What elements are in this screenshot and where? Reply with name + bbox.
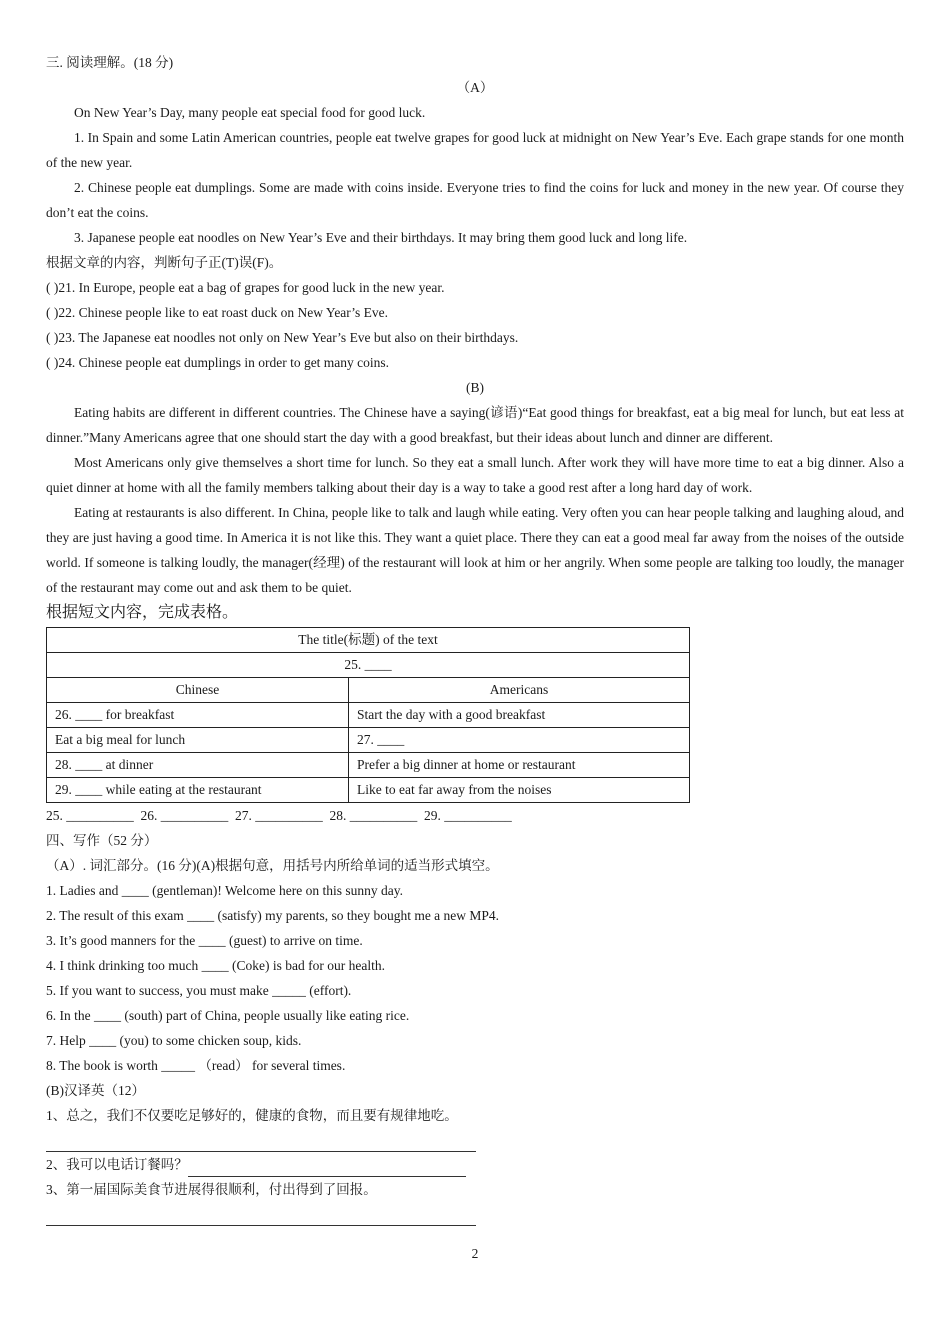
- translation-heading: (B)汉译英（12）: [46, 1083, 145, 1098]
- vocab-item: 5. If you want to success, you must make _____ (effort).: [46, 983, 352, 998]
- vocab-item: 2. The result of this exam ____ (satisfy) my parents, so they bought me a new MP4.: [46, 908, 500, 923]
- tf-question: ( )21. In Europe, people eat a bag of grapes for good luck in the new year.: [46, 280, 445, 295]
- passage-a-paragraph: 3. Japanese people eat noodles on New Year’s Eve and their birthdays. It may bring them good luck and long life.: [74, 230, 688, 245]
- table-row: [47, 728, 690, 753]
- answer-blank-line: [46, 1202, 476, 1226]
- passage-a-paragraph: On New Year’s Day, many people eat special food for good luck.: [74, 105, 426, 120]
- passage-b-label: (B): [466, 380, 484, 395]
- passage-b-paragraph: Eating at restaurants is also different. In China, people like to talk and laugh while eating. Very often you can hear people talking and laughing aloud, and they are just having a good time. In America it is not like this. They want a quiet place. There they can eat a good meal far away from the noises of the outside world. If someone is talking loudly, the manager(经理) of the restaurant will look at him or her angrily. When some people are talking too loudly, the manager of the restaurant may come out and ask them to be quiet.: [46, 505, 904, 595]
- table-cell: Eat a big meal for lunch: [47, 728, 349, 753]
- translation-item: 2、我可以电话订餐吗？: [46, 1157, 188, 1172]
- answer-blank-line: [188, 1160, 466, 1177]
- table-row: [47, 753, 690, 778]
- vocab-item: 8. The book is worth _____ （read） for several times.: [46, 1058, 346, 1073]
- table-cell: 27. ____: [349, 728, 690, 753]
- table-header-chinese: Chinese: [47, 678, 349, 703]
- passage-b-paragraph: Most Americans only give themselves a short time for lunch. So they eat a small lunch. After work they will have more time to eat a big dinner. Also a quiet dinner at home with all the family members talking about their day is a way to take a good rest after a long hard day of work.: [46, 455, 904, 495]
- table-cell: 29. ____ while eating at the restaurant: [47, 778, 349, 803]
- answer-blank-line: [46, 1128, 476, 1152]
- vocab-item: 7. Help ____ (you) to some chicken soup, kids.: [46, 1033, 302, 1048]
- tf-question: ( )23. The Japanese eat noodles not only on New Year’s Eve but also on their birthdays.: [46, 330, 519, 345]
- passage-b-instruction: 根据短文内容，完成表格。: [46, 604, 239, 621]
- tf-question: ( )22. Chinese people like to eat roast duck on New Year’s Eve.: [46, 305, 389, 320]
- document-body: [46, 50, 904, 1226]
- passage-b-paragraph: Eating habits are different in different countries. The Chinese have a saying(谚语)“Eat good things for breakfast, eat a big meal for lunch, but eat less at dinner.”Many Americans agree that one should start the day with a good breakfast, but their ideas about lunch and dinner are different.: [46, 405, 904, 445]
- section-heading-writing: 四、写作（52 分）: [46, 833, 158, 848]
- passage-a-paragraph: 1. In Spain and some Latin American countries, people eat twelve grapes for good luck at midnight on New Year’s Eve. Each grape stands for one month of the new year.: [46, 130, 904, 170]
- table-answer-line: 25. __________ 26. __________ 27. __________ 28. __________ 29. __________: [46, 808, 512, 823]
- vocab-item: 3. It’s good manners for the ____ (guest) to arrive on time.: [46, 933, 363, 948]
- table-row: [47, 703, 690, 728]
- table-cell: 26. ____ for breakfast: [47, 703, 349, 728]
- table-cell: 28. ____ at dinner: [47, 753, 349, 778]
- table-header-americans: Americans: [349, 678, 690, 703]
- table-cell: Prefer a big dinner at home or restaurant: [349, 753, 690, 778]
- tf-question: ( )24. Chinese people eat dumplings in order to get many coins.: [46, 355, 390, 370]
- table-cell: Like to eat far away from the noises: [349, 778, 690, 803]
- translation-item-row: [46, 1152, 904, 1177]
- section-heading-reading: 三. 阅读理解。(18 分): [46, 55, 174, 70]
- passage-a-instruction: 根据文章的内容，判断句子正(T)误(F)。: [46, 255, 283, 270]
- vocab-item: 1. Ladies and ____ (gentleman)! Welcome here on this sunny day.: [46, 883, 403, 898]
- table-row: [47, 778, 690, 803]
- vocab-heading: （A）. 词汇部分。(16 分)(A)根据句意，用括号内所给单词的适当形式填空。: [46, 858, 499, 873]
- table-q25-cell: 25. ____: [47, 653, 690, 678]
- translation-item: 3、第一届国际美食节进展得很顺利，付出得到了回报。: [46, 1182, 377, 1197]
- table-cell: Start the day with a good breakfast: [349, 703, 690, 728]
- page-number: 2: [471, 1246, 479, 1261]
- table-title-cell: The title(标题) of the text: [47, 628, 690, 653]
- passage-a-paragraph: 2. Chinese people eat dumplings. Some are made with coins inside. Everyone tries to find the coins for luck and money in the new year. Of course they don’t eat the coins.: [46, 180, 904, 220]
- passage-a-label: （A）: [456, 80, 494, 95]
- translation-item: 1、总之，我们不仅要吃足够好的，健康的食物，而且要有规律地吃。: [46, 1108, 458, 1123]
- vocab-item: 4. I think drinking too much ____ (Coke) is bad for our health.: [46, 958, 385, 973]
- vocab-item: 6. In the ____ (south) part of China, people usually like eating rice.: [46, 1008, 410, 1023]
- fill-in-table: [46, 627, 690, 803]
